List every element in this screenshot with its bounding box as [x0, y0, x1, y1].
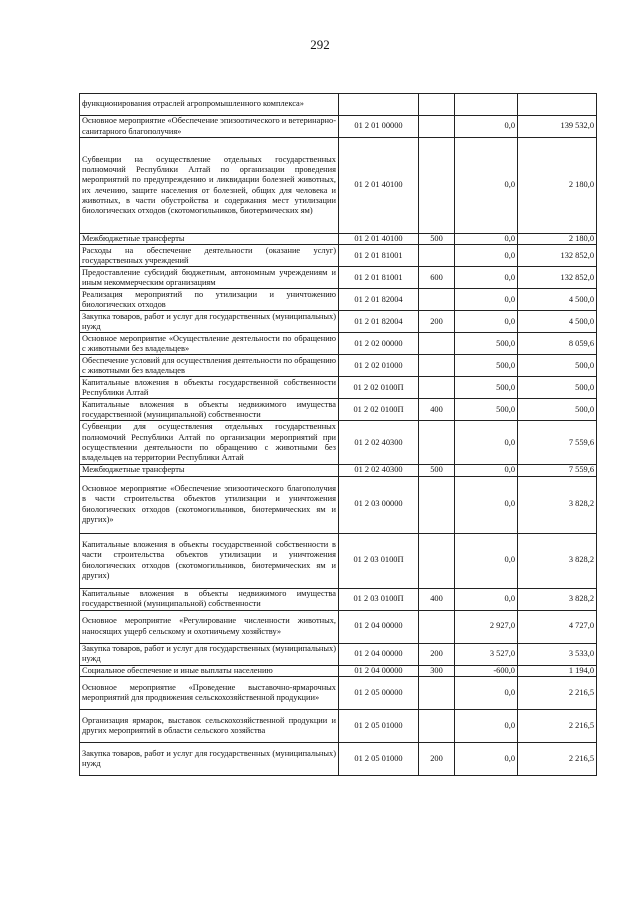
row-amount-total: 8 059,6 [518, 333, 597, 355]
row-amount-total: 7 559,6 [518, 465, 597, 476]
row-code: 01 2 01 40100 [339, 138, 419, 234]
row-amount-change: 0,0 [455, 116, 518, 138]
row-code: 01 2 02 0100П [339, 377, 419, 399]
row-amount-total: 2 216,5 [518, 676, 597, 709]
table-row [80, 742, 597, 775]
row-code: 01 2 01 81001 [339, 267, 419, 289]
row-code: 01 2 01 82004 [339, 289, 419, 311]
row-expense-type: 200 [419, 742, 455, 775]
table-row [80, 245, 597, 267]
row-amount-change: 0,0 [455, 476, 518, 533]
row-expense-type [419, 333, 455, 355]
row-expense-type: 200 [419, 643, 455, 665]
row-expense-type: 500 [419, 234, 455, 245]
table-row [80, 116, 597, 138]
row-expense-type: 300 [419, 665, 455, 676]
table-row [80, 289, 597, 311]
row-amount-change: 3 527,0 [455, 643, 518, 665]
row-name: Основное мероприятие «Обеспечение эпизоотического благополучия в части строительства объектов утилизации и уничтожения биологических отходов (скотомогильников, биотермических ям и других)» [80, 476, 339, 533]
row-amount-change: 0,0 [455, 465, 518, 476]
table-row [80, 333, 597, 355]
row-amount-total: 2 180,0 [518, 138, 597, 234]
row-code: 01 2 05 00000 [339, 676, 419, 709]
row-code: 01 2 05 01000 [339, 742, 419, 775]
table-row [80, 665, 597, 676]
row-expense-type: 600 [419, 267, 455, 289]
row-amount-change [455, 94, 518, 116]
row-expense-type: 400 [419, 588, 455, 610]
row-code: 01 2 03 0100П [339, 588, 419, 610]
row-amount-total: 4 500,0 [518, 311, 597, 333]
row-code: 01 2 03 00000 [339, 476, 419, 533]
table-row [80, 138, 597, 234]
page-number: 292 [310, 37, 330, 52]
row-amount-change: 0,0 [455, 311, 518, 333]
row-code: 01 2 04 00000 [339, 610, 419, 643]
row-name: Социальное обеспечение и иные выплаты населению [80, 665, 339, 676]
row-amount-total: 2 180,0 [518, 234, 597, 245]
row-code: 01 2 03 0100П [339, 533, 419, 588]
row-name: Капитальные вложения в объекты государственной собственности в части строительства объектов утилизации и уничтожения биологических отходов (скотомогильников, биотермических ям и других) [80, 533, 339, 588]
row-expense-type [419, 709, 455, 742]
row-amount-total: 7 559,6 [518, 421, 597, 465]
row-amount-total: 4 500,0 [518, 289, 597, 311]
row-expense-type [419, 245, 455, 267]
row-amount-total: 2 216,5 [518, 709, 597, 742]
row-amount-total [518, 94, 597, 116]
row-code: 01 2 02 00000 [339, 333, 419, 355]
row-amount-total: 1 194,0 [518, 665, 597, 676]
row-expense-type [419, 610, 455, 643]
row-name: Межбюджетные трансферты [80, 465, 339, 476]
row-amount-change: 0,0 [455, 709, 518, 742]
budget-table [79, 93, 597, 776]
row-expense-type: 200 [419, 311, 455, 333]
row-name: Капитальные вложения в объекты государственной собственности Республики Алтай [80, 377, 339, 399]
table-row [80, 377, 597, 399]
row-amount-total: 3 533,0 [518, 643, 597, 665]
row-code: 01 2 02 40300 [339, 421, 419, 465]
table-row [80, 267, 597, 289]
row-amount-change: 2 927,0 [455, 610, 518, 643]
row-amount-change: 0,0 [455, 234, 518, 245]
row-code: 01 2 02 0100П [339, 399, 419, 421]
row-amount-change: 0,0 [455, 533, 518, 588]
row-expense-type: 400 [419, 399, 455, 421]
row-expense-type [419, 533, 455, 588]
row-code: 01 2 04 00000 [339, 643, 419, 665]
row-name: Закупка товаров, работ и услуг для государственных (муниципальных) нужд [80, 742, 339, 775]
row-amount-change: 0,0 [455, 245, 518, 267]
row-name: Основное мероприятие «Проведение выставочно-ярмарочных мероприятий для продвижения сельскохозяйственной продукции» [80, 676, 339, 709]
row-name: Межбюджетные трансферты [80, 234, 339, 245]
row-amount-total: 132 852,0 [518, 245, 597, 267]
row-amount-change: 500,0 [455, 333, 518, 355]
row-amount-total: 132 852,0 [518, 267, 597, 289]
row-amount-change: 0,0 [455, 289, 518, 311]
row-expense-type [419, 355, 455, 377]
row-name: Расходы на обеспечение деятельности (оказание услуг) государственных учреждений [80, 245, 339, 267]
table-row [80, 421, 597, 465]
row-name: Предоставление субсидий бюджетным, автономным учреждениям и иным некоммерческим организациям [80, 267, 339, 289]
row-expense-type [419, 377, 455, 399]
row-code: 01 2 05 01000 [339, 709, 419, 742]
table-row [80, 676, 597, 709]
row-code: 01 2 02 01000 [339, 355, 419, 377]
row-name: Капитальные вложения в объекты недвижимого имущества государственной (муниципальной) собственности [80, 399, 339, 421]
row-name: Основное мероприятие «Осуществление деятельности по обращению с животными без владельцев» [80, 333, 339, 355]
row-amount-change: 0,0 [455, 676, 518, 709]
row-name: Закупка товаров, работ и услуг для государственных (муниципальных) нужд [80, 311, 339, 333]
row-amount-change: 500,0 [455, 399, 518, 421]
row-expense-type: 500 [419, 465, 455, 476]
row-amount-total: 3 828,2 [518, 476, 597, 533]
row-amount-change: -600,0 [455, 665, 518, 676]
table-row [80, 355, 597, 377]
row-amount-change: 500,0 [455, 377, 518, 399]
row-amount-total: 500,0 [518, 399, 597, 421]
row-code: 01 2 01 00000 [339, 116, 419, 138]
row-amount-change: 0,0 [455, 138, 518, 234]
row-amount-change: 0,0 [455, 588, 518, 610]
table-row [80, 643, 597, 665]
row-code: 01 2 01 81001 [339, 245, 419, 267]
row-amount-total: 500,0 [518, 355, 597, 377]
row-amount-total: 139 532,0 [518, 116, 597, 138]
row-name: Субвенции для осуществления отдельных государственных полномочий Республики Алтай по организации мероприятий при осуществлении деятельности по обращению с животными без владельцев на территории Республики Алтай [80, 421, 339, 465]
budget-table-body [80, 94, 597, 776]
table-row [80, 588, 597, 610]
row-code: 01 2 01 40100 [339, 234, 419, 245]
row-amount-total: 3 828,2 [518, 588, 597, 610]
row-amount-change: 0,0 [455, 421, 518, 465]
row-name: Основное мероприятие «Обеспечение эпизоотического и ветеринарно-санитарного благополучия» [80, 116, 339, 138]
row-expense-type [419, 94, 455, 116]
row-name: функционирования отраслей агропромышленного комплекса» [80, 94, 339, 116]
row-name: Основное мероприятие «Регулирование численности животных, наносящих ущерб сельскому и охотничьему хозяйству» [80, 610, 339, 643]
row-expense-type [419, 476, 455, 533]
table-row [80, 476, 597, 533]
row-name: Закупка товаров, работ и услуг для государственных (муниципальных) нужд [80, 643, 339, 665]
table-row [80, 610, 597, 643]
row-expense-type [419, 116, 455, 138]
row-name: Субвенции на осуществление отдельных государственных полномочий Республики Алтай по организации проведения мероприятий по предупреждению и ликвидации болезней животных, их лечению, защите населения от болезней, общих для человека и животных, в части обустройства и содержания мест утилизации биологических отходов (скотомогильников, биотермических ям) [80, 138, 339, 234]
row-amount-change: 500,0 [455, 355, 518, 377]
row-code: 01 2 01 82004 [339, 311, 419, 333]
table-row [80, 234, 597, 245]
table-row [80, 399, 597, 421]
row-amount-total: 4 727,0 [518, 610, 597, 643]
table-row [80, 94, 597, 116]
row-expense-type [419, 421, 455, 465]
row-amount-change: 0,0 [455, 742, 518, 775]
table-row [80, 709, 597, 742]
table-row [80, 465, 597, 476]
row-expense-type [419, 289, 455, 311]
row-name: Организация ярмарок, выставок сельскохозяйственной продукции и других мероприятий в области сельского хозяйства [80, 709, 339, 742]
row-amount-total: 2 216,5 [518, 742, 597, 775]
row-code: 01 2 04 00000 [339, 665, 419, 676]
table-row [80, 533, 597, 588]
row-code [339, 94, 419, 116]
row-amount-change: 0,0 [455, 267, 518, 289]
row-amount-total: 3 828,2 [518, 533, 597, 588]
row-expense-type [419, 676, 455, 709]
row-amount-total: 500,0 [518, 377, 597, 399]
table-row [80, 311, 597, 333]
row-name: Реализация мероприятий по утилизации и уничтожению биологических отходов [80, 289, 339, 311]
row-name: Капитальные вложения в объекты недвижимого имущества государственной (муниципальной) собственности [80, 588, 339, 610]
row-code: 01 2 02 40300 [339, 465, 419, 476]
row-name: Обеспечение условий для осуществления деятельности по обращению с животными без владельцев [80, 355, 339, 377]
row-expense-type [419, 138, 455, 234]
